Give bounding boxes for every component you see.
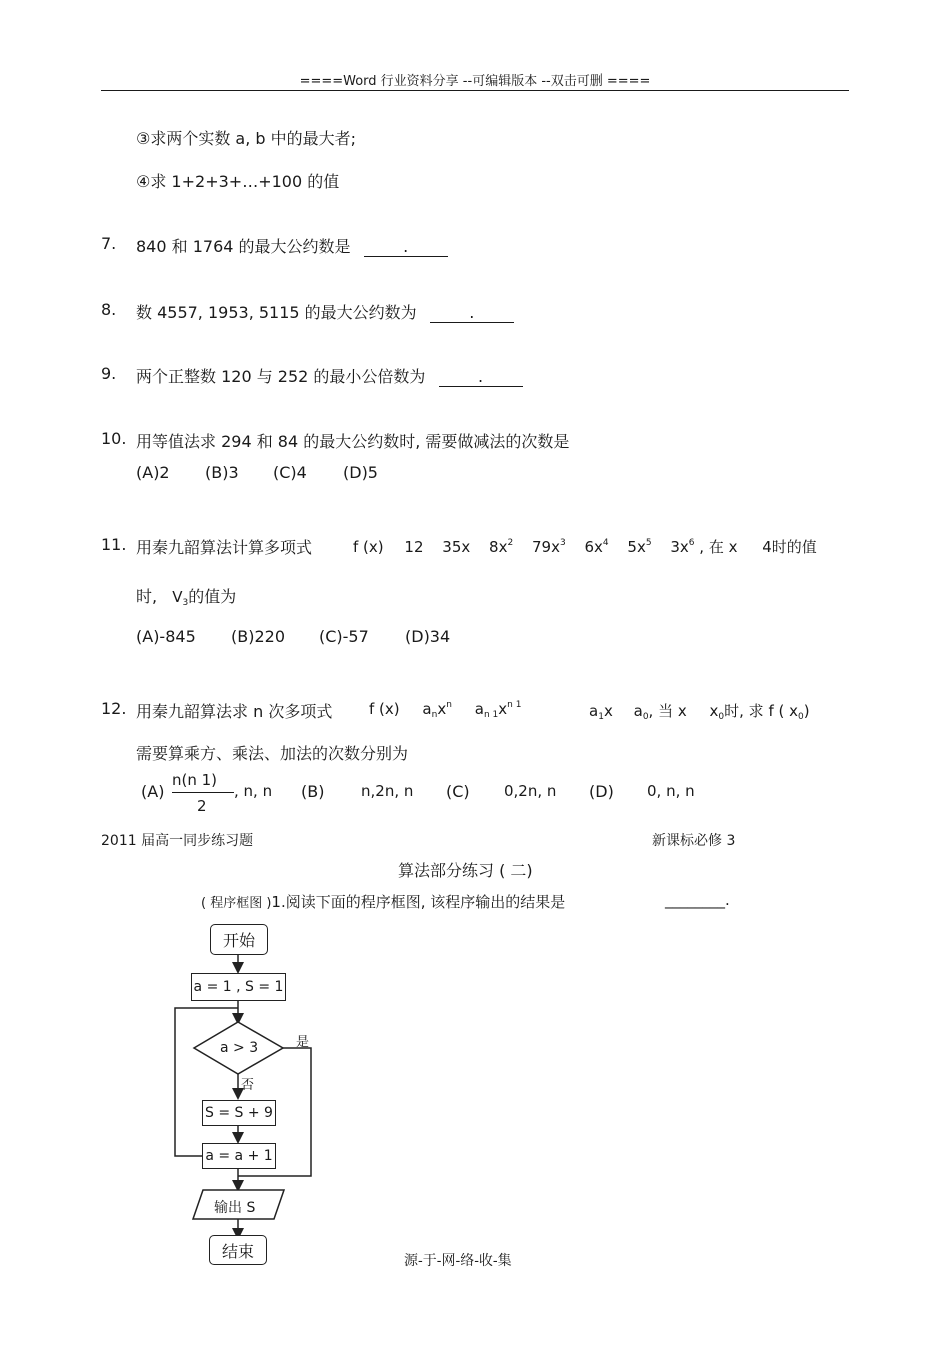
q11-term-5: $5x^5$ — [627, 538, 652, 556]
q12-option-b: n,2n, n — [361, 782, 414, 800]
q12-lead: 用秦九韶算法求 n 次多项式 — [136, 702, 333, 721]
q11-term-2: $8x^2$ — [489, 538, 514, 556]
q12-option-d-label: (D) — [589, 782, 614, 801]
q12-option-d: 0, n, n — [647, 782, 695, 800]
flow-question-tag: ( 程序框图 ) — [201, 896, 272, 911]
q12-option-a-numerator: n(n 1) — [172, 771, 218, 789]
q11-mid: , 在 x — [699, 538, 738, 556]
flowchart-end: 结束 — [209, 1235, 267, 1265]
flowchart-step-sum: S = S + 9 — [202, 1100, 276, 1126]
q12-number: 12. — [101, 699, 127, 718]
flow-question-text: 1.阅读下面的程序框图, 该程序输出的结果是 — [271, 893, 566, 911]
q11-term-6: $3x^6$ — [670, 538, 695, 556]
q11-option-c: (C)-57 — [319, 627, 369, 646]
q11-number: 11. — [101, 535, 127, 554]
q12-option-c: 0,2n, n — [504, 782, 557, 800]
flowchart-output: 输出 S — [214, 1200, 256, 1216]
q8-question — [136, 300, 514, 323]
q11-lead: 用秦九韶算法计算多项式 — [136, 538, 313, 557]
q11-line2b: 的值为 — [188, 587, 237, 606]
q12-x0sub2: 0 — [798, 712, 804, 722]
item-3: ③求两个实数 a, b 中的最大者; — [136, 129, 357, 148]
q7-text: 840 和 1764 的最大公约数是 — [136, 237, 351, 256]
q12-close: ) — [803, 702, 810, 720]
section-title: 算法部分练习 ( 二) — [398, 861, 533, 880]
flowchart-yes-label: 是 — [296, 1035, 310, 1050]
q11-x-value: 4 — [762, 538, 772, 556]
q9-number: 9. — [101, 364, 117, 383]
flowchart-no-label: 否 — [241, 1078, 255, 1093]
q12-term-0: $a_0$ — [633, 702, 649, 722]
q11-term-4: $6x^4$ — [584, 538, 609, 556]
q12-when: , 当 x — [648, 702, 687, 720]
q10-option-b: (B)3 — [205, 463, 239, 482]
q12-term-n1: $a_{n 1}x^{n 1}$ — [474, 700, 522, 720]
q10-text: 用等值法求 294 和 84 的最大公约数时, 需要做减法的次数是 — [136, 432, 570, 451]
q7-question — [136, 234, 448, 257]
flowchart-start: 开始 — [210, 924, 268, 955]
q10-option-a: (A)2 — [136, 463, 170, 482]
q10-option-d: (D)5 — [343, 463, 378, 482]
q11-end: 时的值 — [771, 538, 817, 556]
item-4: ④求 1+2+3+…+100 的值 — [136, 172, 340, 191]
q11-polynomial — [353, 536, 817, 557]
q12-x0: $x_0$ — [709, 702, 725, 722]
q11-line2 — [136, 584, 236, 607]
flowchart-connectors — [160, 918, 330, 1270]
q11-f: f (x) — [353, 538, 384, 556]
q9-text: 两个正整数 120 与 252 的最小公倍数为 — [136, 367, 426, 386]
q12-option-a-denominator: 2 — [197, 797, 207, 815]
q12-option-b-label: (B) — [301, 782, 325, 801]
q7-number: 7. — [101, 234, 117, 253]
header-divider — [101, 90, 849, 91]
q12-line2: 需要算乘方、乘法、加法的次数分别为 — [136, 744, 409, 763]
q12-term-1: $a_1x$ — [589, 702, 613, 722]
q11-v3: $V_3$ — [172, 588, 189, 608]
q8-number: 8. — [101, 300, 117, 319]
textbook-label: 新课标必修 3 — [652, 833, 736, 849]
q12-mid: 时, 求 f ( x — [724, 702, 798, 720]
q12-option-a-label: (A) — [141, 782, 165, 801]
flow-question — [201, 891, 565, 912]
q9-question — [136, 364, 523, 387]
exercise-series: 2011 届高一同步练习题 — [101, 833, 254, 849]
q11-option-a: (A)-845 — [136, 627, 196, 646]
q12-option-a-fraction-bar — [172, 792, 234, 793]
q11-option-d: (D)34 — [405, 627, 451, 646]
flowchart-step-increment: a = a + 1 — [202, 1143, 276, 1169]
q8-answer-blank[interactable]: . — [430, 304, 514, 323]
q7-answer-blank[interactable]: . — [364, 238, 448, 257]
page-footer: 源-于-网-络-收-集 — [404, 1253, 512, 1269]
q12-polynomial-right — [589, 700, 810, 721]
flow-answer-blank[interactable]: ________. — [665, 891, 730, 909]
q11-term-1: 35x — [442, 538, 471, 556]
q8-text: 数 4557, 1953, 5115 的最大公约数为 — [136, 303, 417, 322]
flowchart-condition: a > 3 — [220, 1040, 259, 1056]
q10-option-c: (C)4 — [273, 463, 307, 482]
q12-polynomial-left — [369, 700, 521, 718]
flowchart-init-box: a = 1 , S = 1 — [191, 973, 286, 1001]
q12-term-n: $a_nx^n$ — [422, 700, 452, 720]
q11-option-b: (B)220 — [231, 627, 285, 646]
page-header: ====Word 行业资料分享 --可编辑版本 --双击可删 ==== — [299, 74, 651, 89]
q12-f: f (x) — [369, 700, 400, 718]
q11-term-3: $79x^3$ — [531, 538, 566, 556]
q11-term-0: 12 — [404, 538, 424, 556]
q9-answer-blank[interactable]: . — [439, 368, 523, 387]
q12-option-a-rest: , n, n — [234, 782, 273, 800]
q10-number: 10. — [101, 429, 127, 448]
q12-option-c-label: (C) — [446, 782, 470, 801]
q11-line2a: 时, — [136, 587, 158, 606]
